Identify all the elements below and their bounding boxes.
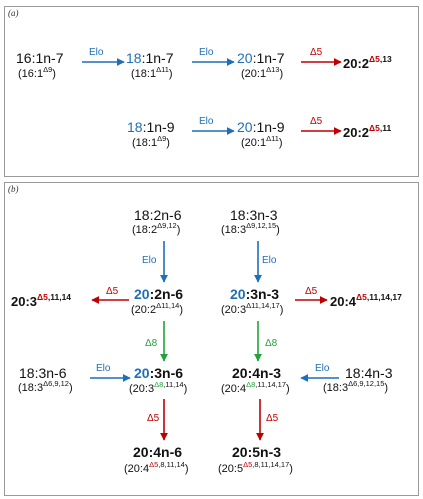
fa-18-3n6-delta: $(18:3^{\Delta 6,9,12})$ (18, 379, 73, 394)
fa-20-3n3-delta: $(20:3^{\Delta 11,14,17})$ (221, 301, 284, 316)
fa-20-1n9-delta: $(20:1^{\Delta 11})$ (241, 134, 283, 149)
fa-18-1n7-delta: $(18:1^{\Delta 11})$ (131, 65, 173, 80)
panel-a-label: (a) (8, 8, 19, 18)
elongase-label: Elo (142, 255, 157, 266)
elongase-label: Elo (262, 255, 277, 266)
fa-16-1n7: 16:1n-7 (16, 50, 64, 66)
delta5-desaturase-label: Δ5 (106, 286, 119, 297)
delta8-desaturase-label: Δ8 (265, 338, 278, 349)
delta5-desaturase-label: Δ5 (305, 286, 318, 297)
fa-20-5n3-delta: $(20:5^{\Delta 5,8,11,14,17})$ (218, 460, 293, 475)
panel-a-arrows (5, 7, 418, 176)
fa-18-1n7: 18:1n-7 (126, 50, 174, 66)
fa-20-2n6: 20:2n-6 (134, 286, 184, 302)
elongase-label: Elo (315, 363, 330, 374)
fa-20-3n3: 20:3n-3 (230, 286, 280, 302)
fa-20-4-d5-11-14-17: $20:4^{\Delta 5,11,14,17}$ (330, 292, 402, 309)
panel-b (4, 182, 419, 496)
fa-20-3n6: 20:3n-6 (134, 365, 184, 381)
fa-20-4n3: 20:4n-3 (232, 365, 282, 381)
elongase-label: Elo (96, 363, 111, 374)
fa-20-2-d5-13: $20:2^{\Delta 5,13}$ (343, 54, 392, 71)
elongase-label: Elo (199, 47, 214, 58)
delta5-desaturase-label: Δ5 (310, 116, 323, 127)
fa-20-5n3: 20:5n-3 (232, 444, 282, 460)
fa-18-4n3: 18:4n-3 (345, 365, 393, 381)
fa-18-1n9: 18:1n-9 (127, 119, 175, 135)
delta8-desaturase-label: Δ8 (145, 338, 158, 349)
panel-b-arrows (5, 183, 418, 495)
fa-18-1n9-delta: $(18:1^{\Delta 9})$ (132, 134, 170, 149)
fa-18-3n6: 18:3n-6 (19, 365, 67, 381)
delta5-desaturase-label: Δ5 (266, 413, 279, 424)
fa-18-3n3-delta: $(18:3^{\Delta 9,12,15})$ (221, 221, 280, 236)
fa-20-2-d5-11: $20:2^{\Delta 5,11}$ (343, 123, 392, 140)
fa-18-2n6: 18:2n-6 (134, 207, 182, 223)
elongase-label: Elo (199, 116, 214, 127)
fa-20-3n6-delta: $(20:3^{\Delta 8,11,14})$ (129, 380, 188, 395)
fa-20-1n7: 20:1n-7 (237, 50, 285, 66)
fa-20-1n9: 20:1n-9 (237, 119, 285, 135)
fa-20-3-d5-11-14: $20:3^{\Delta 5,11,14}$ (11, 292, 72, 309)
fa-20-4n6-delta: $(20:4^{\Delta 5,8,11,14})$ (124, 460, 189, 475)
fa-20-4n6: 20:4n-6 (133, 444, 183, 460)
elongase-label: Elo (89, 47, 104, 58)
fa-20-1n7-delta: $(20:1^{\Delta 13})$ (241, 65, 284, 80)
fa-18-3n3: 18:3n-3 (230, 207, 278, 223)
fa-18-2n6-delta: $(18:2^{\Delta 9,12})$ (132, 221, 181, 236)
panel-b-label: (b) (8, 184, 19, 194)
fa-20-2n6-delta: $(20:2^{\Delta 11,14})$ (131, 301, 183, 316)
fa-20-4n3-delta: $(20:4^{\Delta 8,11,14,17})$ (221, 380, 290, 395)
fa-18-4n3-delta: $(18:3^{\Delta 6,9,12,15})$ (323, 379, 389, 394)
delta5-desaturase-label: Δ5 (310, 47, 323, 58)
delta5-desaturase-label: Δ5 (147, 413, 160, 424)
panel-a (4, 6, 419, 177)
fa-16-1n7-delta: $(16:1^{\Delta 9})$ (18, 65, 56, 80)
